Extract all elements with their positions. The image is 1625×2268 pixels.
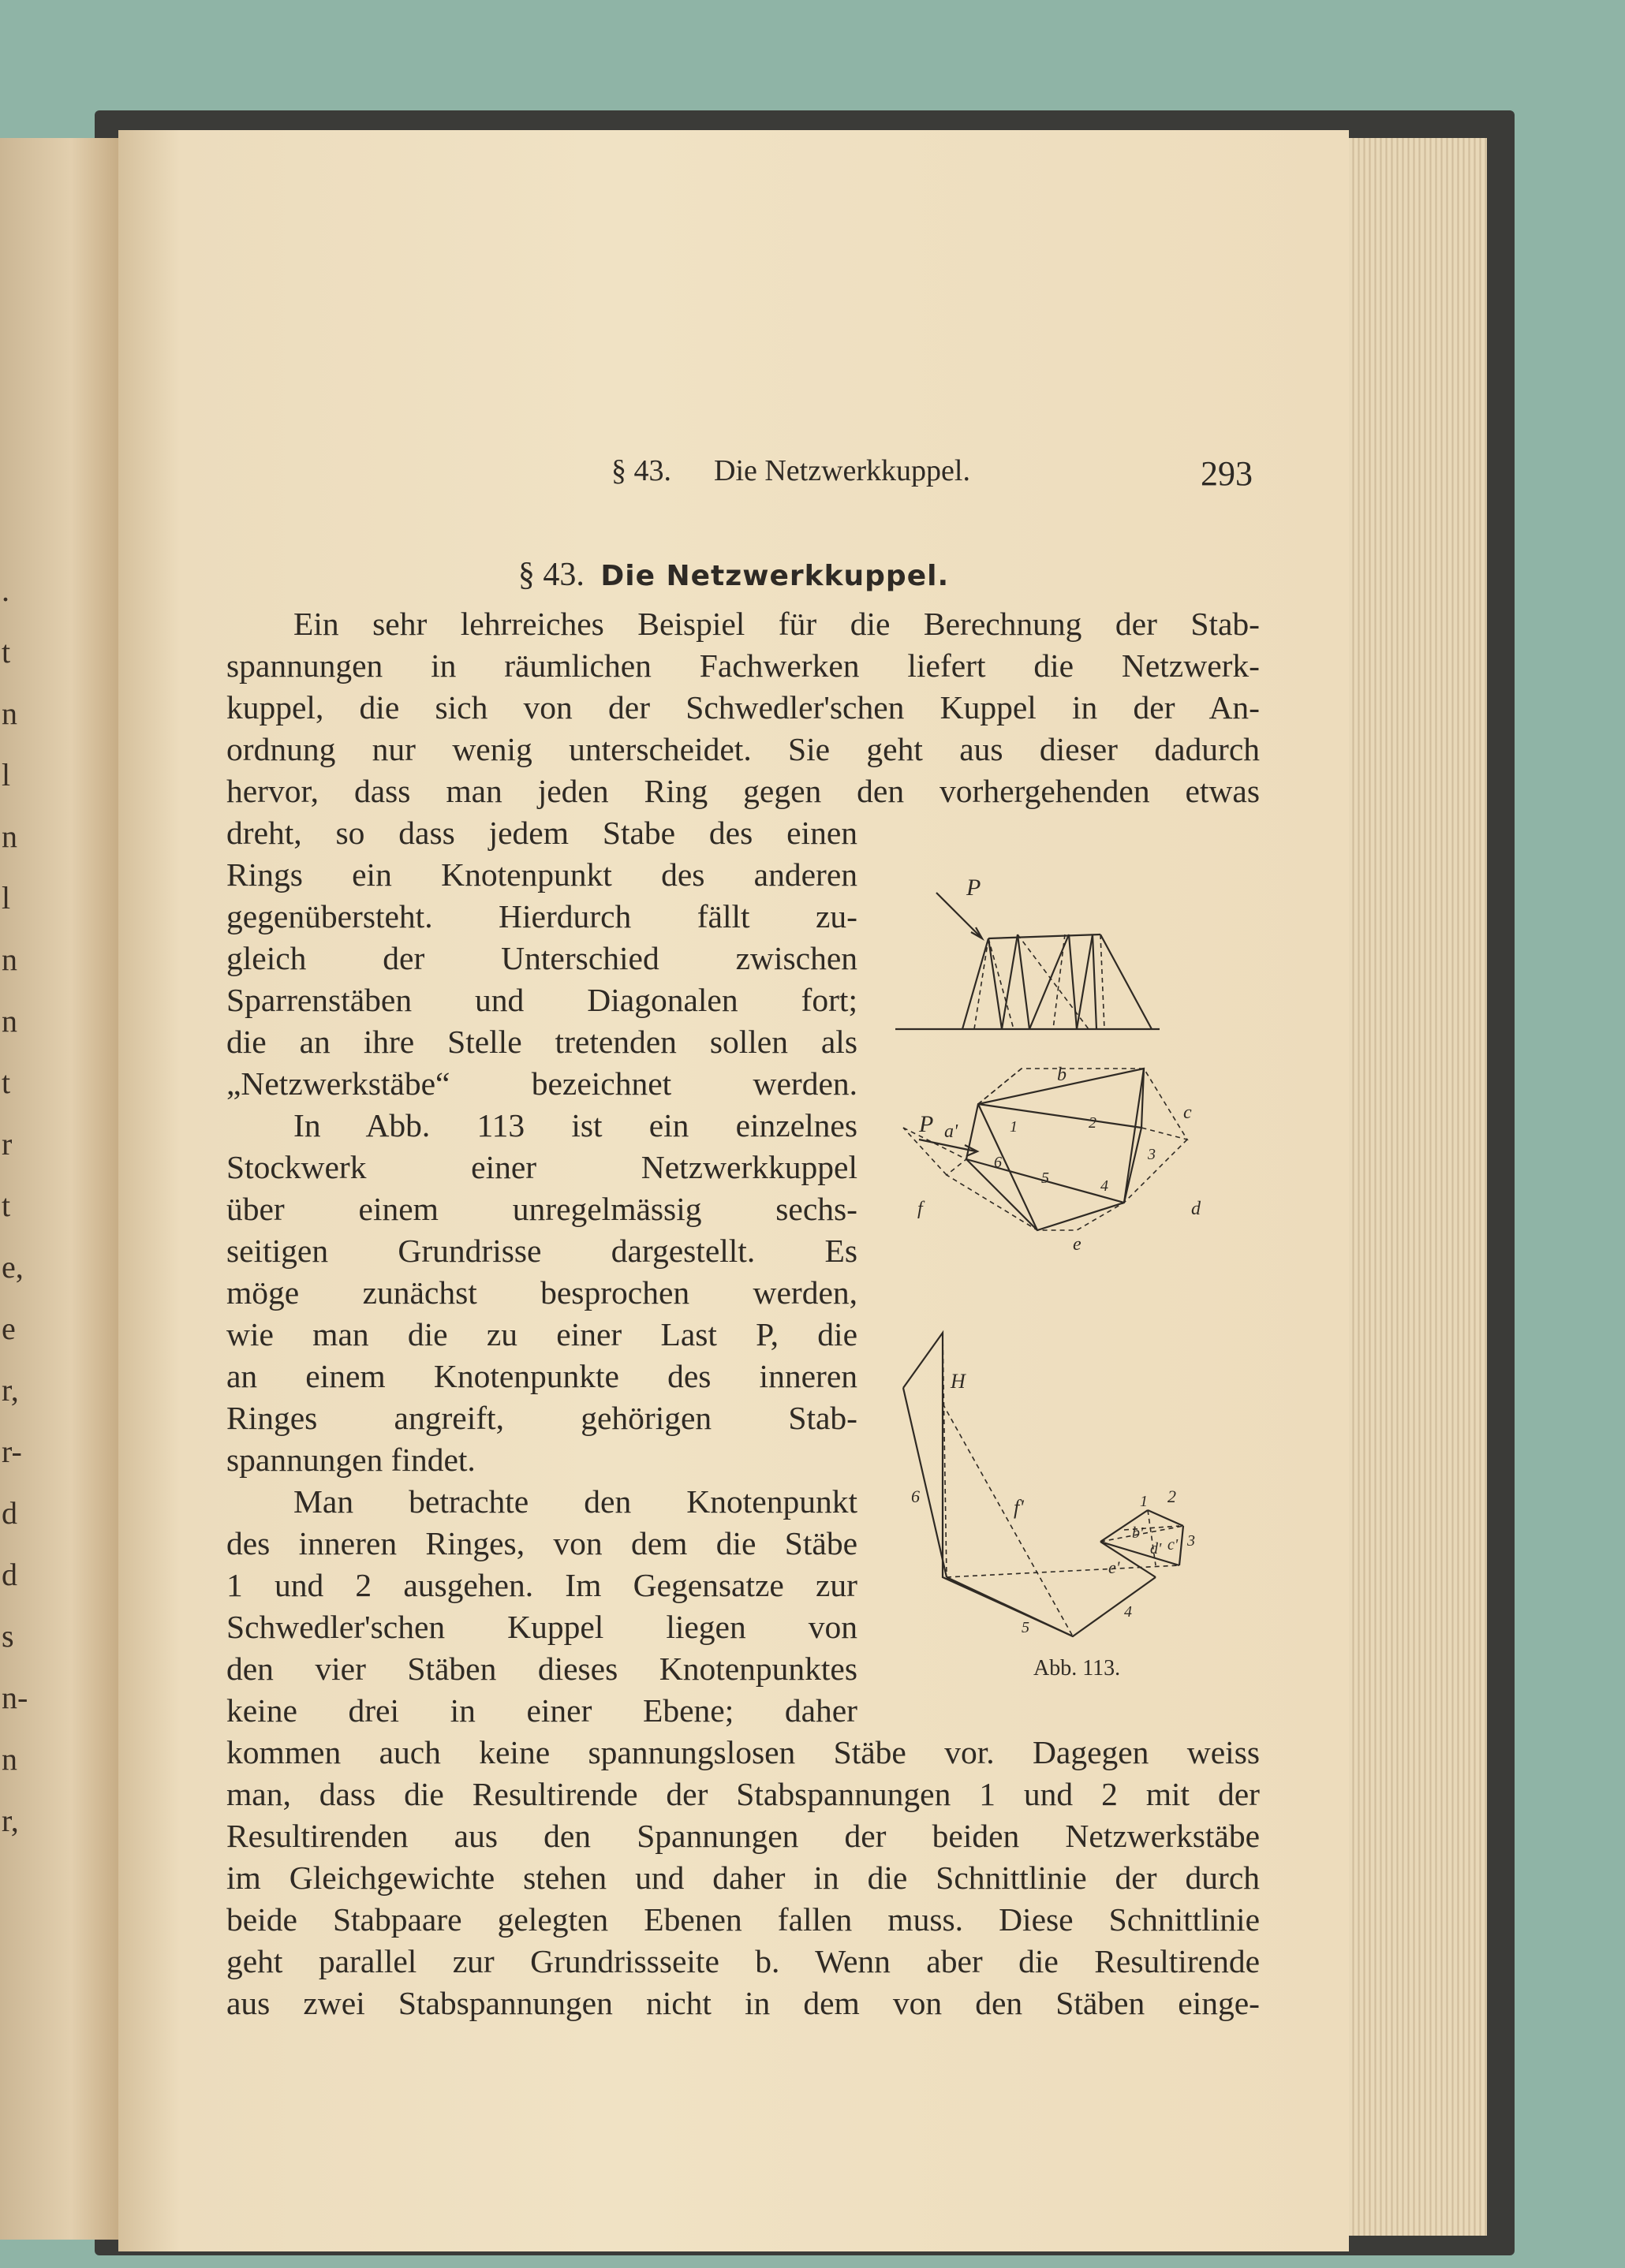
label-d-prime: d' xyxy=(1150,1540,1162,1557)
label-e-prime: e' xyxy=(1108,1557,1120,1577)
left-page-fragment: d xyxy=(2,1495,17,1531)
label-p3: 3 xyxy=(1187,1532,1195,1550)
body-line: spannungen in räumlichen Fachwerken liefert die Netzwerk- xyxy=(226,647,1260,684)
left-page-fragment: n xyxy=(2,1003,17,1039)
body-line: Stockwerk einer Netzwerkkuppel xyxy=(226,1149,857,1185)
left-page-fragment: l xyxy=(2,757,11,793)
label-p2: 2 xyxy=(1167,1487,1176,1506)
body-line: Ringes angreift, gehörigen Stab- xyxy=(226,1400,857,1436)
left-page-fragment: r xyxy=(2,1126,13,1162)
label-d: d xyxy=(1191,1199,1201,1219)
book-page xyxy=(118,130,1349,2251)
body-line: kommen auch keine spannungslosen Stäbe vor. Dagegen weiss xyxy=(226,1734,1260,1770)
label-e: e xyxy=(1073,1234,1081,1255)
left-page-fragment: t xyxy=(2,1188,11,1223)
figure-abb-113 xyxy=(887,836,1274,1703)
label-1: 1 xyxy=(1010,1118,1018,1136)
header-title: Die Netzwerkkuppel. xyxy=(714,454,970,487)
body-line: Schwedler'schen Kuppel liegen von xyxy=(226,1609,857,1645)
header-section: § 43. xyxy=(611,454,671,487)
body-line: Sparrenstäben und Diagonalen fort; xyxy=(226,982,857,1018)
section-heading xyxy=(118,556,1349,594)
left-page-fragment: r, xyxy=(2,1803,19,1838)
body-line: den vier Stäben dieses Knotenpunktes xyxy=(226,1651,857,1687)
body-line: des inneren Ringes, von dem die Stäbe xyxy=(226,1525,857,1561)
left-page-fragment: t xyxy=(2,634,11,670)
page-fore-edge xyxy=(1349,138,1487,2236)
page-number: 293 xyxy=(1201,454,1253,493)
body-line: hervor, dass man jeden Ring gegen den vorhergehenden etwas xyxy=(226,773,1260,809)
body-line: Rings ein Knotenpunkt des anderen xyxy=(226,856,857,893)
left-page-fragment: . xyxy=(2,573,9,608)
body-line: dreht, so dass jedem Stabe des einen xyxy=(226,815,857,851)
left-page-fragment: e xyxy=(2,1311,16,1346)
body-line: keine drei in einer Ebene; daher xyxy=(226,1692,857,1729)
label-2: 2 xyxy=(1089,1114,1096,1132)
left-page-edge xyxy=(0,138,118,2240)
left-page-fragment: l xyxy=(2,880,11,916)
body-line: gegenübersteht. Hierdurch fällt zu- xyxy=(226,898,857,934)
label-a-prime: a' xyxy=(944,1121,958,1142)
label-3: 3 xyxy=(1148,1146,1156,1163)
label-p6: 6 xyxy=(911,1487,920,1506)
label-4: 4 xyxy=(1100,1177,1108,1195)
body-line: möge zunächst besprochen werden, xyxy=(226,1274,857,1311)
left-page-fragment: d xyxy=(2,1557,17,1592)
left-page-fragment: n xyxy=(2,819,17,854)
left-page-fragment: s xyxy=(2,1618,14,1654)
body-line: beide Stabpaare gelegten Ebenen fallen muss. Diese Schnittlinie xyxy=(226,1901,1260,1938)
body-line: spannungen findet. xyxy=(226,1442,476,1478)
body-line: „Netzwerkstäbe“ bezeichnet werden. xyxy=(226,1065,857,1102)
label-f: f xyxy=(917,1199,923,1219)
body-line: im Gleichgewichte stehen und daher in die Schnittlinie der durch xyxy=(226,1860,1260,1896)
left-page-fragment: e, xyxy=(2,1249,24,1285)
body-line: ordnung nur wenig unterscheidet. Sie geht aus dieser dadurch xyxy=(226,731,1260,767)
body-line: In Abb. 113 ist ein einzelnes xyxy=(293,1107,857,1143)
section-number: § 43. xyxy=(517,557,585,593)
left-page-fragment: n xyxy=(2,1741,17,1777)
left-page-fragment: r, xyxy=(2,1372,19,1408)
body-line: Resultirenden aus den Spannungen der beiden Netzwerkstäbe xyxy=(226,1818,1260,1854)
label-6: 6 xyxy=(994,1154,1002,1171)
body-line: 1 und 2 ausgehen. Im Gegensatze zur xyxy=(226,1567,857,1603)
section-title: Die Netzwerkkuppel. xyxy=(600,560,950,592)
label-c-prime: c' xyxy=(1167,1536,1179,1554)
left-page-fragment: t xyxy=(2,1065,11,1100)
label-P-mid: P xyxy=(919,1111,934,1137)
figure-caption: Abb. 113. xyxy=(1033,1656,1121,1680)
label-5: 5 xyxy=(1041,1169,1049,1187)
dome-diagram xyxy=(887,836,1274,1703)
left-page-fragment: n xyxy=(2,942,17,977)
body-line: wie man die zu einer Last P, die xyxy=(226,1316,857,1352)
body-line: seitigen Grundrisse dargestellt. Es xyxy=(226,1233,857,1269)
body-line: kuppel, die sich von der Schwedler'schen Kuppel in der An- xyxy=(226,689,1260,726)
label-H: H xyxy=(951,1370,966,1393)
body-line: Ein sehr lehrreiches Beispiel für die Berechnung der Stab- xyxy=(293,606,1260,642)
label-b-prime: b' xyxy=(1132,1524,1144,1542)
body-line: über einem unregelmässig sechs- xyxy=(226,1191,857,1227)
label-P-top: P xyxy=(966,875,981,901)
body-line: Man betrachte den Knotenpunkt xyxy=(293,1483,857,1520)
label-f-prime: f' xyxy=(1014,1496,1024,1519)
label-b: b xyxy=(1057,1065,1067,1085)
label-p4: 4 xyxy=(1124,1603,1132,1621)
body-line: geht parallel zur Grundrissseite b. Wenn aber die Resultirende xyxy=(226,1943,1260,1979)
body-line: aus zwei Stabspannungen nicht in dem von den Stäben einge- xyxy=(226,1985,1260,2021)
left-page-fragment: n xyxy=(2,696,17,731)
running-header xyxy=(118,453,1349,501)
label-p5: 5 xyxy=(1022,1619,1029,1636)
left-page-fragment: r- xyxy=(2,1434,22,1469)
body-line: gleich der Unterschied zwischen xyxy=(226,940,857,976)
left-page-fragment: n- xyxy=(2,1680,28,1715)
body-line: man, dass die Resultirende der Stabspannungen 1 und 2 mit der xyxy=(226,1776,1260,1812)
label-c: c xyxy=(1183,1102,1192,1123)
body-line: die an ihre Stelle tretenden sollen als xyxy=(226,1024,857,1060)
body-line: an einem Knotenpunkte des inneren xyxy=(226,1358,857,1394)
label-p1: 1 xyxy=(1140,1493,1148,1510)
